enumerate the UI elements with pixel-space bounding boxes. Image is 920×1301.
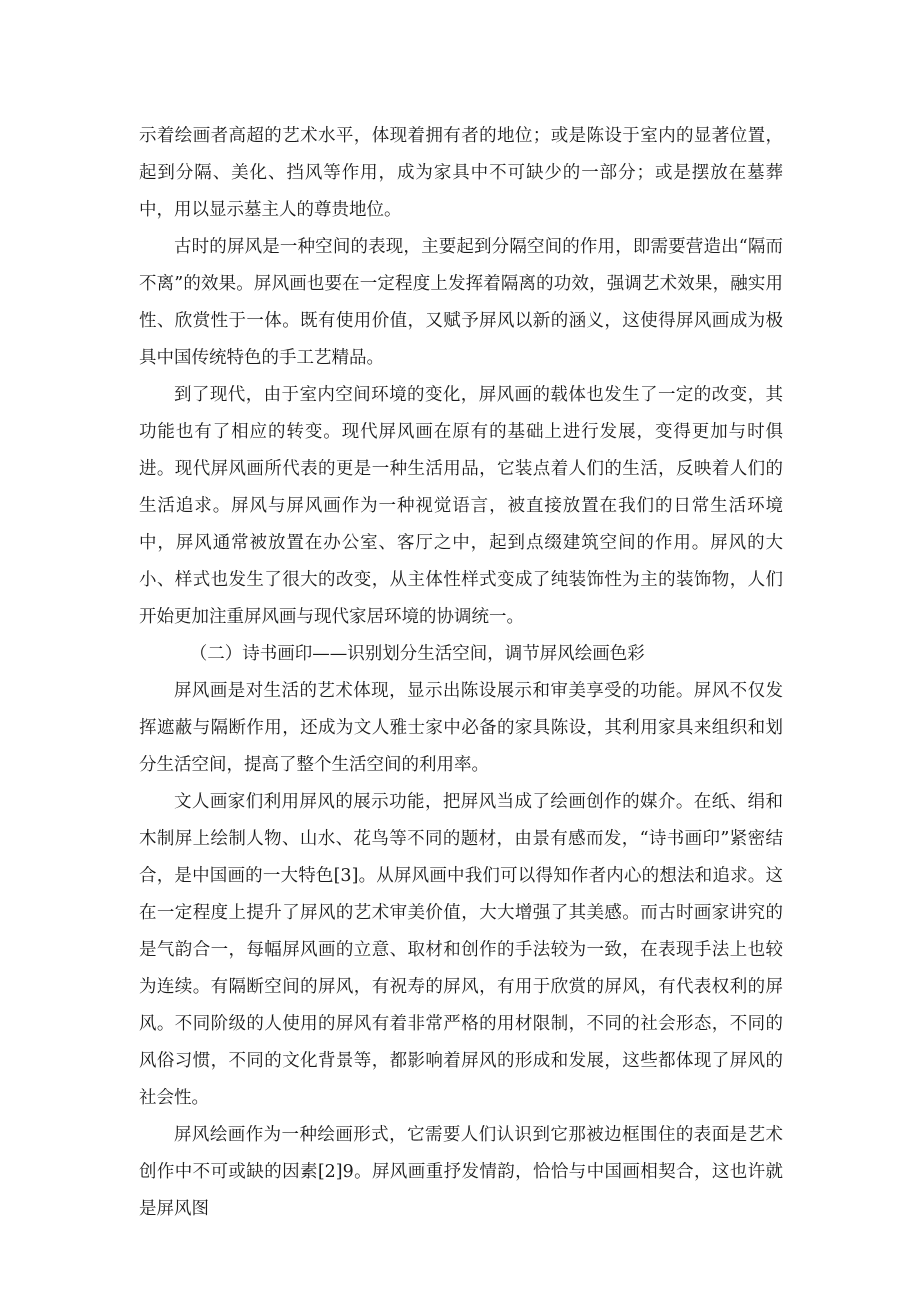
paragraph: 屏风画是对生活的艺术体现，显示出陈设展示和审美享受的功能。屏风不仅发挥遮蔽与隔断作用，还成为文人雅士家中必备的家具陈设，其利用家具来组织和划分生活空间，提高了整个生活空间的利用率。: [139, 681, 783, 775]
section-heading: （二）诗书画印——识别划分生活空间，调节屏风绘画色彩: [189, 644, 645, 664]
paragraph-continued: 示着绘画者高超的艺术水平，体现着拥有者的地位；或是陈设于室内的显著位置，起到分隔、美化、挡风等作用，成为家具中不可缺少的一部分；或是摆放在墓葬中，用以显示墓主人的尊贵地位。: [139, 126, 783, 220]
document-body: [139, 118, 783, 1228]
paragraph: 古时的屏风是一种空间的表现，主要起到分隔空间的作用，即需要营造出“隔而不离”的效果。屏风画也要在一定程度上发挥着隔离的功效，强调艺术效果，融实用性、欣赏性于一体。既有使用价值，又赋予屏风以新的涵义，这使得屏风画成为极具中国传统特色的手工艺精品。: [139, 237, 783, 368]
paragraph: 文人画家们利用屏风的展示功能，把屏风当成了绘画创作的媒介。在纸、绢和木制屏上绘制人物、山水、花鸟等不同的题材，由景有感而发，“诗书画印”紧密结合，是中国画的一大特色[3]。从屏风画中我们可以得知作者内心的想法和追求。这在一定程度上提升了屏风的艺术审美价值，大大增强了其美感。而古时画家讲究的是气韵合一，每幅屏风画的立意、取材和创作的手法较为一致，在表现手法上也较为连续。有隔断空间的屏风，有祝寿的屏风，有用于欣赏的屏风，有代表权利的屏风。不同阶级的人使用的屏风有着非常严格的用材限制，不同的社会形态，不同的风俗习惯，不同的文化背景等，都影响着屏风的形成和发展，这些都体现了屏风的社会性。: [139, 792, 783, 1108]
paragraph: 屏风绘画作为一种绘画形式，它需要人们认识到它那被边框围住的表面是艺术创作中不可或缺的因素[2]9。屏风画重抒发情韵，恰恰与中国画相契合，这也许就是屏风图: [139, 1125, 783, 1219]
paragraph: 到了现代，由于室内空间环境的变化，屏风画的载体也发生了一定的改变，其功能也有了相应的转变。现代屏风画在原有的基础上进行发展，变得更加与时俱进。现代屏风画所代表的更是一种生活用品，它装点着人们的生活，反映着人们的生活追求。屏风与屏风画作为一种视觉语言，被直接放置在我们的日常生活环境中，屏风通常被放置在办公室、客厅之中，起到点缀建筑空间的作用。屏风的大小、样式也发生了很大的改变，从主体性样式变成了纯装饰性为主的装饰物，人们开始更加注重屏风画与现代家居环境的协调统一。: [139, 385, 783, 627]
